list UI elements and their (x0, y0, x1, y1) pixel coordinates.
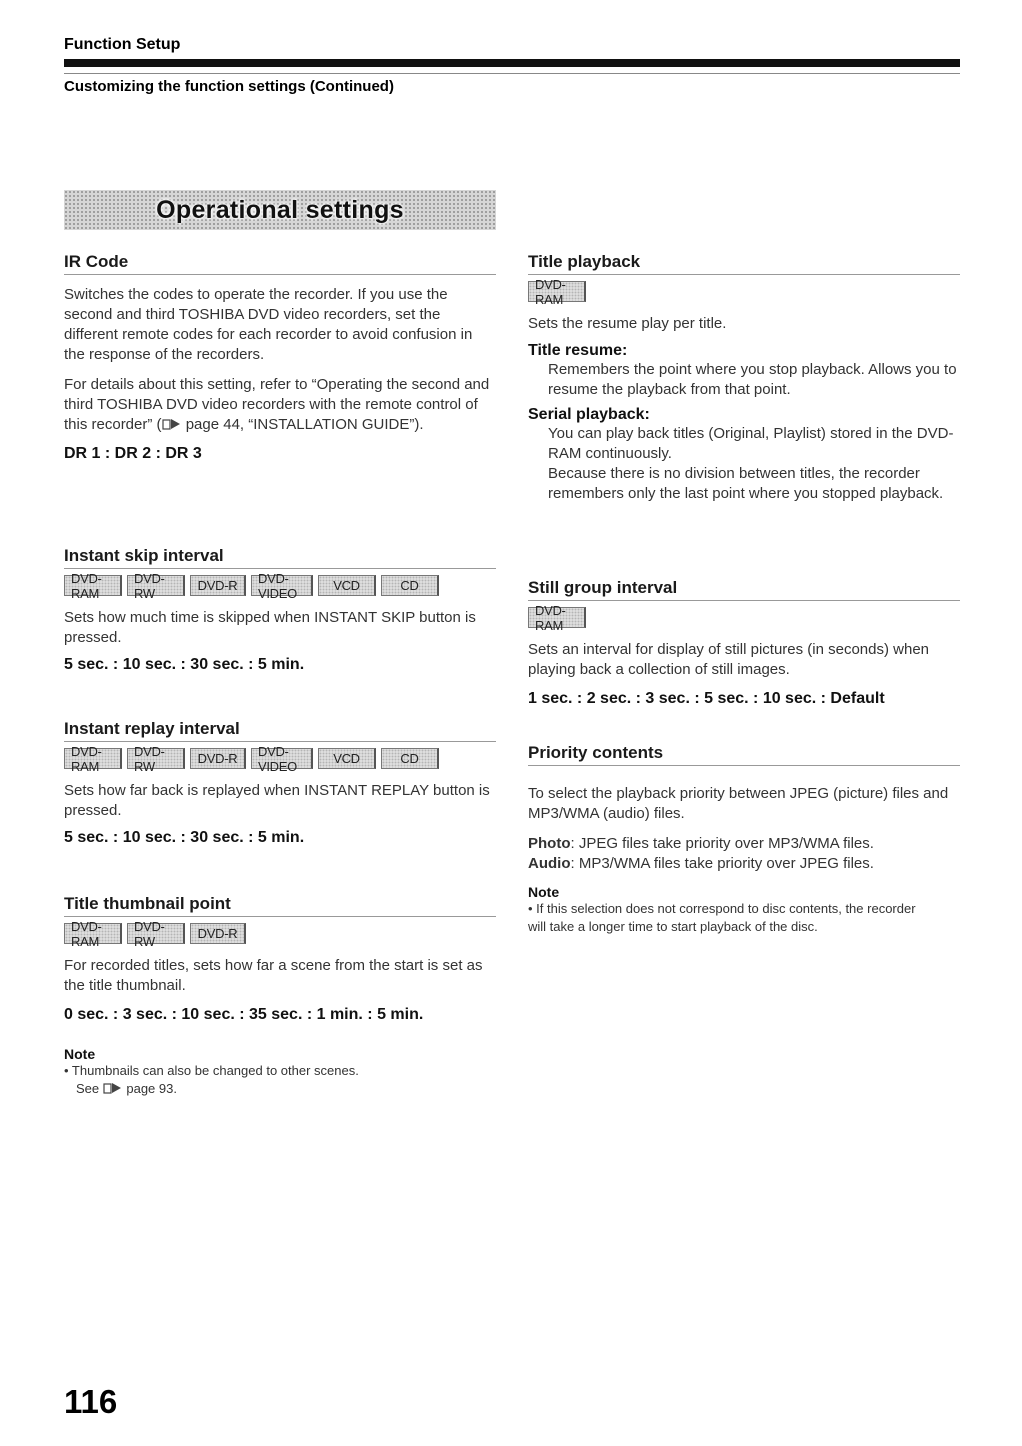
header-rule-thin (64, 73, 960, 74)
thumbnail-note (64, 1046, 496, 1098)
disc-badge: CD (381, 748, 439, 769)
still-group-section (528, 578, 960, 708)
ir-code-title: IR Code (64, 252, 496, 275)
priority-note-title: Note (528, 884, 560, 900)
title-thumbnail-disc-badges (64, 918, 496, 949)
header-rule-thick (64, 59, 960, 67)
serial-playback-text-2: Because there is no division between titles, the recorder remembers only the last point where you stopped playback. (548, 465, 944, 502)
operational-settings-banner (64, 190, 496, 230)
ir-code-reference-text-b: page 44, “INSTALLATION GUIDE”). (181, 416, 424, 433)
disc-badge: DVD-RW (127, 575, 185, 596)
audio-text: : MP3/WMA files take priority over JPEG files. (570, 855, 874, 872)
instant-replay-title: Instant replay interval (64, 719, 496, 742)
audio-label: Audio (528, 855, 571, 872)
title-playback-description: Sets the resume play per title. (528, 315, 727, 332)
disc-badge: DVD-RAM (64, 748, 122, 769)
photo-label: Photo (528, 835, 571, 852)
ir-code-section (64, 252, 496, 463)
disc-badge: DVD-RW (127, 923, 185, 944)
instant-replay-disc-badges (64, 743, 496, 774)
note-title: Note (64, 1046, 96, 1062)
note-line (64, 1080, 496, 1098)
title-playback-section (528, 252, 960, 504)
section-subtitle: Customizing the function settings (Continued) (64, 78, 394, 95)
title-thumbnail-options: 0 sec. : 3 sec. : 10 sec. : 35 sec. : 1 min. : 5 min. (64, 1006, 424, 1023)
title-thumbnail-title: Title thumbnail point (64, 894, 496, 917)
title-thumbnail-section (64, 894, 496, 1024)
disc-badge: CD (381, 575, 439, 596)
disc-badge: DVD-R (190, 748, 246, 769)
still-group-title: Still group interval (528, 578, 960, 601)
note-line: • Thumbnails can also be changed to other scenes. (64, 1063, 359, 1078)
instant-replay-section (64, 719, 496, 847)
instant-skip-section (64, 546, 496, 674)
priority-note-text: • If this selection does not correspond to disc contents, the recorder will take a longer time to start playback of the disc. (528, 901, 916, 934)
instant-skip-description: Sets how much time is skipped when INSTANT SKIP button is pressed. (64, 609, 476, 646)
instant-skip-disc-badges (64, 570, 496, 601)
ir-code-reference (64, 375, 496, 435)
disc-badge: DVD-VIDEO (251, 575, 313, 596)
disc-badge: DVD-R (190, 923, 246, 944)
title-resume-heading: Title resume: (528, 342, 628, 359)
disc-badge: DVD-RAM (64, 575, 122, 596)
page-reference-arrow-icon (162, 417, 182, 431)
disc-badge: DVD-RAM (528, 607, 586, 628)
ir-code-options: DR 1 : DR 2 : DR 3 (64, 445, 202, 462)
serial-playback-text: You can play back titles (Original, Playlist) stored in the DVD-RAM continuously. (548, 425, 954, 462)
instant-skip-options: 5 sec. : 10 sec. : 30 sec. : 5 min. (64, 656, 305, 673)
page-reference-arrow-icon (103, 1081, 123, 1095)
photo-text: : JPEG files take priority over MP3/WMA files. (570, 835, 874, 852)
serial-playback-heading: Serial playback: (528, 406, 650, 423)
still-group-disc-badges (528, 602, 960, 633)
title-playback-disc-badges (528, 276, 960, 307)
still-group-options: 1 sec. : 2 sec. : 3 sec. : 5 sec. : 10 sec. : Default (528, 690, 885, 707)
page-number: 116 (64, 1383, 118, 1420)
banner-title: Operational settings (156, 195, 404, 224)
instant-replay-description: Sets how far back is replayed when INSTANT REPLAY button is pressed. (64, 782, 490, 819)
disc-badge: DVD-RAM (64, 923, 122, 944)
title-resume-text: Remembers the point where you stop playback. Allows you to resume the playback from that point. (548, 361, 957, 398)
note-page-text: page 93. (122, 1081, 177, 1096)
priority-contents-description: To select the playback priority between JPEG (picture) files and MP3/WMA (audio) files. (528, 785, 949, 822)
still-group-description: Sets an interval for display of still pictures (in seconds) when playing back a collection of still images. (528, 641, 930, 678)
priority-contents-title: Priority contents (528, 743, 960, 766)
title-thumbnail-description: For recorded titles, sets how far a scene from the start is set as the title thumbnail. (64, 957, 483, 994)
instant-replay-options: 5 sec. : 10 sec. : 30 sec. : 5 min. (64, 829, 305, 846)
disc-badge: DVD-RAM (528, 281, 586, 302)
disc-badge: DVD-RW (127, 748, 185, 769)
note-see-text: See (76, 1081, 103, 1096)
priority-photo-line (528, 834, 960, 854)
section-header: Function Setup (64, 36, 181, 53)
title-playback-title: Title playback (528, 252, 960, 275)
disc-badge: VCD (318, 575, 376, 596)
ir-code-reference-text-a: For details about this setting, refer to “Operating the second and third TOSHIBA DVD video recorders with the remote control of this recorder” ( (64, 376, 490, 433)
instant-skip-title: Instant skip interval (64, 546, 496, 569)
ir-code-description: Switches the codes to operate the recorder. If you use the second and third TOSHIBA DVD video recorders, set the different remote codes for each recorder to avoid confusion in the response of the recorders. (64, 286, 473, 363)
disc-badge: DVD-R (190, 575, 246, 596)
priority-contents-section (528, 743, 960, 936)
priority-audio-line (528, 854, 960, 874)
disc-badge: DVD-VIDEO (251, 748, 313, 769)
disc-badge: VCD (318, 748, 376, 769)
